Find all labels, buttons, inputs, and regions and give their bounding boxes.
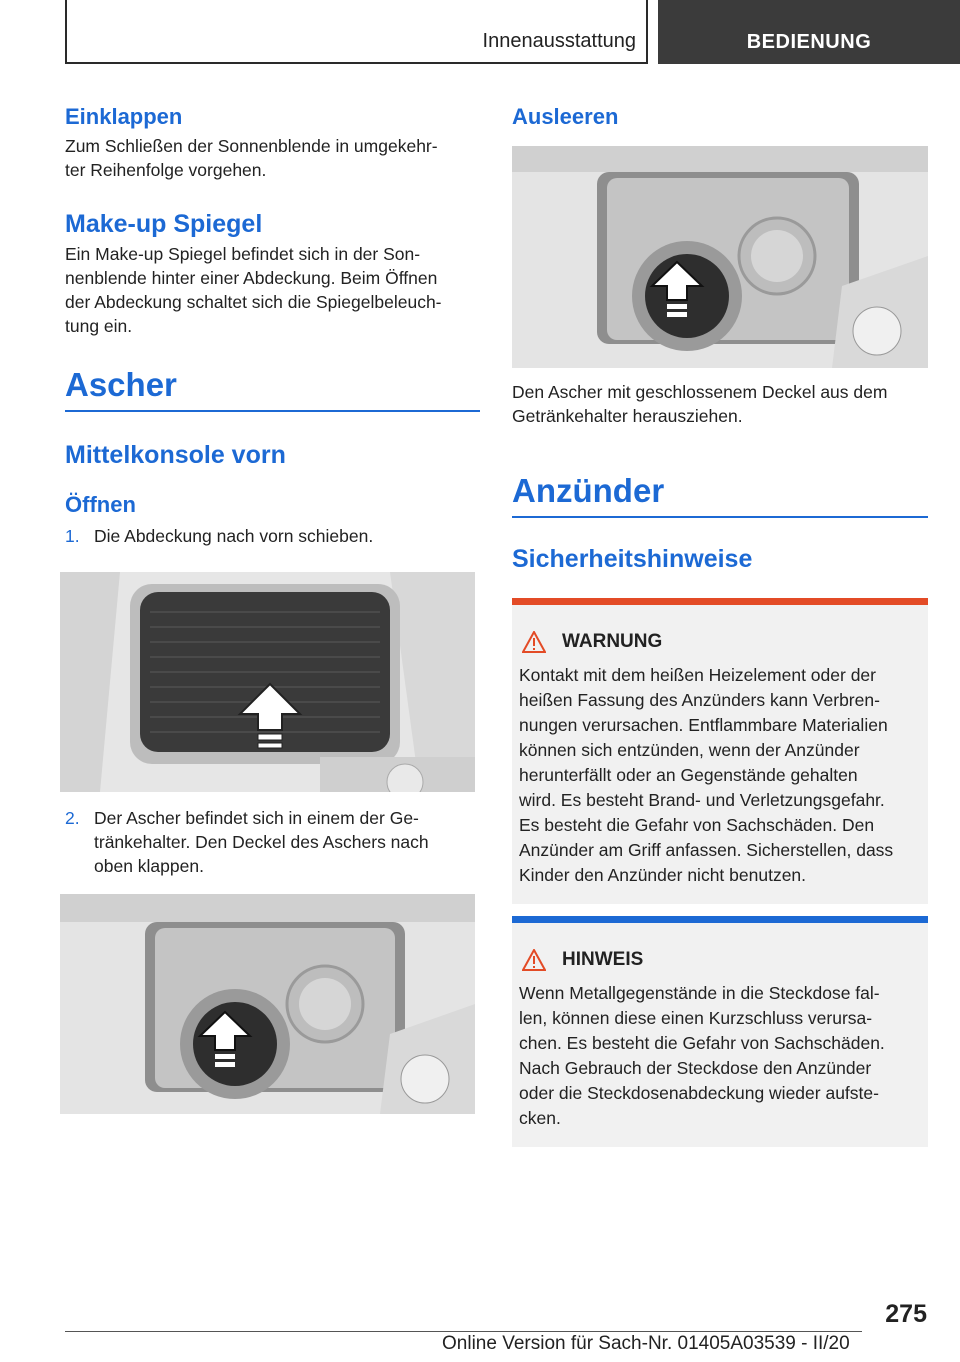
warning-bar	[512, 598, 928, 605]
text-line: oben klappen.	[94, 856, 204, 876]
text-line: ter Reihenfolge vorgehen.	[65, 160, 267, 180]
console-cover-illustration	[60, 572, 475, 792]
note-title	[512, 923, 928, 975]
warning-box	[512, 598, 928, 904]
text-line: tung ein.	[65, 316, 133, 336]
text-line: können sich entzünden, wenn der Anzünder	[519, 740, 860, 760]
text-line: Der Ascher befindet sich in einem der Ge-	[94, 808, 419, 828]
text-line: len, können diese einen Kurzschluss verursa-	[519, 1008, 873, 1028]
text-line: Wenn Metallgegenstände in die Steckdose fal-	[519, 983, 880, 1003]
text-line: oder die Steckdosenabdeckung wieder aufste-	[519, 1083, 879, 1103]
text-line: Getränkehalter herausziehen.	[512, 406, 743, 426]
step-number: 2.	[65, 808, 80, 828]
chapter-heading-anzuender	[512, 472, 928, 518]
step-text: Die Abdeckung nach vorn schieben.	[94, 526, 374, 546]
warning-title	[512, 605, 928, 657]
section-title: Innenausstattung	[482, 30, 636, 52]
ashtray-removal-illustration	[512, 146, 928, 368]
text-line: wird. Es besteht Brand- und Verletzungsgefahr.	[519, 790, 885, 810]
ashtray-illustration	[60, 894, 475, 1114]
note-title-text: HINWEIS	[562, 949, 644, 970]
text-line: tränkehalter. Den Deckel des Aschers nach	[94, 832, 429, 852]
anzuender-title: Anzünder	[512, 472, 665, 509]
heading-einklappen: Einklappen	[65, 104, 183, 129]
left-column	[65, 100, 480, 1114]
note-bar	[512, 916, 928, 923]
figure-ashtray-cupholder	[60, 894, 475, 1114]
figure-console-cover	[60, 572, 475, 792]
warning-title-text: WARNUNG	[562, 631, 663, 652]
makeup-text	[65, 242, 480, 338]
text-line: Kinder den Anzünder nicht benutzen.	[519, 865, 807, 885]
figure-ausleeren	[512, 146, 928, 368]
ausleeren-text	[512, 380, 928, 428]
ascher-title: Ascher	[65, 366, 177, 403]
text-line: Es besteht die Gefahr von Sachschäden. Den	[519, 815, 875, 835]
text-line: Kontakt mit dem heißen Heizelement oder der	[519, 665, 876, 685]
chapter-tab[interactable]: BEDIENUNG	[658, 0, 960, 64]
chapter-heading-ascher	[65, 366, 480, 412]
note-text	[512, 975, 928, 1147]
text-line: heißen Fassung des Anzünders kann Verbren-	[519, 690, 880, 710]
warning-text	[512, 657, 928, 904]
step-1	[65, 524, 480, 548]
text-line: Anzünder am Griff anfassen. Sicherstellen, dass	[519, 840, 894, 860]
heading-sicherheitshinweise: Sicherheitshinweise	[512, 545, 753, 573]
text-line: chen. Es besteht die Gefahr von Sachschäden.	[519, 1033, 885, 1053]
step-text	[94, 806, 429, 878]
heading-oeffnen: Öffnen	[65, 492, 136, 517]
text-line: Zum Schließen der Sonnenblende in umgekehr-	[65, 136, 438, 156]
text-line: nenblende hinter einer Abdeckung. Beim Öffnen	[65, 268, 438, 288]
caution-triangle-icon	[522, 949, 546, 971]
text-line: cken.	[519, 1108, 561, 1128]
note-box	[512, 916, 928, 1147]
text-line: Den Ascher mit geschlossenem Deckel aus dem	[512, 382, 888, 402]
warning-triangle-icon	[522, 631, 546, 653]
heading-ausleeren: Ausleeren	[512, 104, 619, 129]
heading-mittelkonsole: Mittelkonsole vorn	[65, 441, 286, 469]
text-line: der Abdeckung schaltet sich die Spiegelbeleuch-	[65, 292, 442, 312]
text-line: Ein Make-up Spiegel befindet sich in der Son-	[65, 244, 421, 264]
text-line: herunterfällt oder an Gegenstände gehalten	[519, 765, 858, 785]
text-line: Nach Gebrauch der Steckdose den Anzünder	[519, 1058, 872, 1078]
page-number: 275	[885, 1300, 927, 1328]
text-line: nungen verursachen. Entflammbare Materialien	[519, 715, 888, 735]
footer-version-text: Online Version für Sach-Nr. 01405A03539 - II/20	[442, 1333, 850, 1354]
footer-divider	[65, 1331, 862, 1332]
einklappen-text	[65, 134, 480, 182]
right-column	[512, 100, 928, 1147]
step-number: 1.	[65, 526, 80, 546]
heading-makeup-spiegel: Make-up Spiegel	[65, 210, 263, 238]
step-2	[65, 806, 480, 878]
